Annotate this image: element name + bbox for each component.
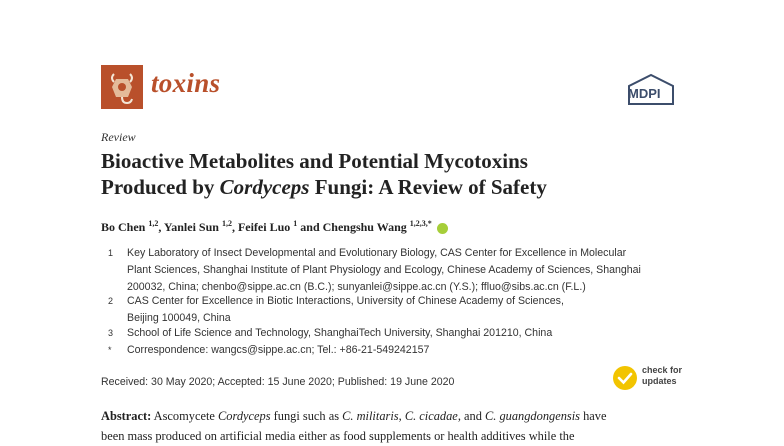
article-title [101,148,547,200]
journal-name: toxins [151,68,221,98]
check-circle-icon [612,365,638,391]
affiliation-number: 2 [108,296,114,306]
journal-logo [101,65,143,109]
author-affil: 1,2 [221,219,232,228]
title-line-2: Produced by Cordyceps Fungi: A Review of Safety [101,175,547,199]
author-name[interactable]: Feifei Luo [237,220,291,234]
title-line-1: Bioactive Metabolites and Potential Mycotoxins [101,149,528,173]
publication-dates: Received: 30 May 2020; Accepted: 15 June 2020; Published: 19 June 2020 [101,376,455,388]
abstract-line-2: been mass produced on artificial media either as food supplements or health additives while the [101,429,575,443]
author-affil: 1,2,3,* [409,219,432,228]
check-updates-label[interactable]: check for updates [642,365,683,386]
affiliation-number: 3 [108,328,114,338]
affiliation-3: School of Life Science and Technology, ShanghaiTech University, Shanghai 201210, China [127,327,553,339]
author-affil: 1 [293,219,298,228]
affiliation-number: * [108,345,112,355]
author-name[interactable]: Chengshu Wang [322,220,407,234]
affiliation-number: 1 [108,248,114,258]
correspondence: Correspondence: wangcs@sippe.ac.cn; Tel.: +86-21-549242157 [127,344,430,356]
abstract-line-1: Abstract: Ascomycete Cordyceps fungi such as C. militaris, C. cicadae, and C. guangdongensis have [101,409,607,423]
author-name[interactable]: Bo Chen [101,220,146,234]
scorpion-icon [101,65,143,109]
article-type: Review [101,130,136,144]
abstract [101,406,685,446]
author-affil: 1,2 [148,219,159,228]
orcid-icon[interactable] [437,223,448,234]
mdpi-label: MDPI [628,86,661,101]
author-name[interactable]: Yanlei Sun [163,220,219,234]
check-updates-badge[interactable] [612,365,642,395]
affiliation-1: Key Laboratory of Insect Developmental and Evolutionary Biology, CAS Center for Excellence in Molecular Plant Sciences, Shanghai Institute of Plant Physiology and Ecology, Chinese Academy of Sciences, Shanghai 200032, China; chenbo@sippe.ac.cn (B.C.); sunyanlei@sippe.ac.cn (Y.S.); ffluo@sibs.ac.cn (F.L.) [127,247,641,293]
affiliation-2: CAS Center for Excellence in Biotic Interactions, University of Chinese Academy of Sciences, Beijing 100049, China [127,295,564,324]
mdpi-logo [625,72,677,108]
author-list: Bo Chen $^{1,2}$, Yanlei Sun $^{1,2}$, Feifei Luo $^1$ and Chengshu Wang $^{1,2,3,*}$ [101,219,448,235]
